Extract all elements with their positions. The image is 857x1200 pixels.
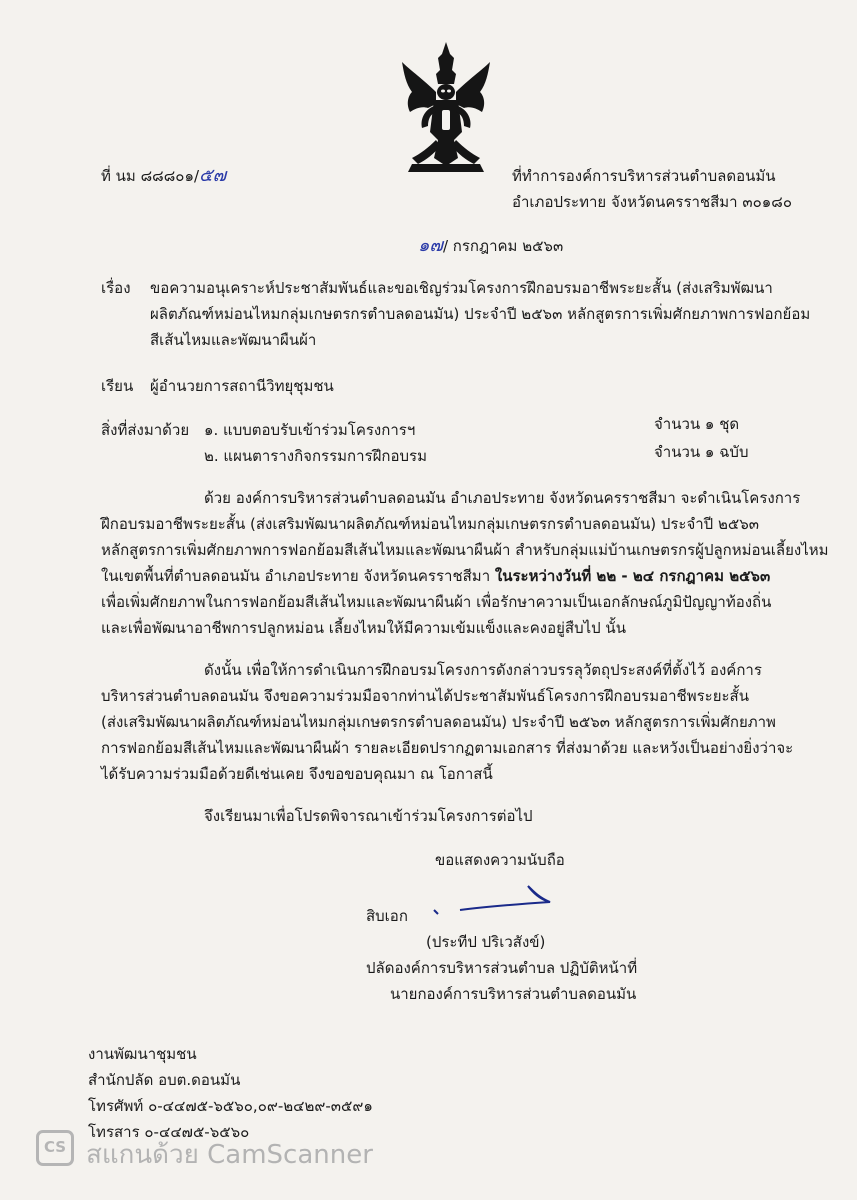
- handwritten-signature-icon: [430, 884, 580, 924]
- para2-line-1: ดังนั้น เพื่อให้การดำเนินการฝึกอบรมโครงการดังกล่าวบรรลุวัตถุประสงค์ที่ตั้งไว้ องค์การ: [204, 661, 762, 679]
- subject-line-2: ผลิตภัณฑ์หม่อนไหมกลุ่มเกษตรกรตำบลดอนมัน) ประจำปี ๒๕๖๓ หลักสูตรการเพิ่มศักยภาพการฟอกย้อม: [150, 305, 811, 323]
- signer-title-2: นายกองค์การบริหารส่วนตำบลดอนมัน: [390, 985, 637, 1003]
- date-month-year: / กรกฎาคม ๒๕๖๓: [442, 237, 564, 255]
- para1-line-1: ด้วย องค์การบริหารส่วนตำบลดอนมัน อำเภอประทาย จังหวัดนครราชสีมา จะดำเนินโครงการ: [204, 489, 801, 507]
- para1-line-5: เพื่อเพิ่มศักยภาพในการฟอกย้อมสีเส้นไหมและพัฒนาผืนผ้า เพื่อรักษาความเป็นเอกลักษณ์ภูมิปัญญาท้องถิ่น: [101, 593, 772, 611]
- reference-number: [101, 166, 226, 186]
- para2-line-5: ได้รับความร่วมมือด้วยดีเช่นเคย จึงขอขอบคุณมา ณ โอกาสนี้: [101, 765, 493, 783]
- para1-line-4-text: ในเขตพื้นที่ตำบลดอนมัน อำเภอประทาย จังหวัดนครราชสีมา: [101, 567, 495, 585]
- para1-line-4: [101, 566, 770, 586]
- para1-line-3: หลักสูตรการเพิ่มศักยภาพการฟอกย้อมสีเส้นไหมและพัฒนาผืนผ้า สำหรับกลุ่มแม่บ้านเกษตรกรผู้ปลูกหม่อนเลี้ยงไหม: [101, 541, 829, 559]
- closing-request: จึงเรียนมาเพื่อโปรดพิจารณาเข้าร่วมโครงการต่อไป: [204, 807, 533, 825]
- footer-phone: โทรศัพท์ ๐-๔๔๗๕-๖๕๖๐,๐๙-๒๔๒๙-๓๕๙๑: [88, 1097, 373, 1115]
- subject-line-1: ขอความอนุเคราะห์ประชาสัมพันธ์และขอเชิญร่วมโครงการฝึกอบรมอาชีพระยะสั้น (ส่งเสริมพัฒนา: [150, 279, 773, 297]
- letter-date: [418, 236, 563, 256]
- camscanner-watermark: สแกนด้วย CamScanner: [86, 1140, 373, 1170]
- reference-prefix: ที่ นม ๘๘๘๐๑/: [101, 167, 200, 185]
- reference-handwritten: ๕๗: [199, 165, 227, 186]
- footer-fax: โทรสาร ๐-๔๔๗๕-๖๕๖๐: [88, 1123, 250, 1141]
- subject-label: เรื่อง: [101, 279, 131, 297]
- footer-office: สำนักปลัด อบต.ดอนมัน: [88, 1071, 241, 1089]
- camscanner-logo-icon: CS: [36, 1130, 74, 1166]
- para2-line-2: บริหารส่วนตำบลดอนมัน จึงขอความร่วมมือจากท่านได้ประชาสัมพันธ์โครงการฝึกอบรมอาชีพระยะสั้น: [101, 687, 749, 705]
- para1-line-6: และเพื่อพัฒนาอาชีพการปลูกหม่อน เลี้ยงไหมให้มีความเข้มแข็งและคงอยู่สืบไป นั้น: [101, 619, 626, 637]
- garuda-emblem-icon: [398, 40, 494, 178]
- signer-rank: สิบเอก: [366, 907, 408, 925]
- recipient-label: เรียน: [101, 377, 134, 395]
- training-dates: ในระหว่างวันที่ ๒๒ - ๒๔ กรกฎาคม ๒๕๖๓: [494, 567, 771, 585]
- enclosures-label: สิ่งที่ส่งมาด้วย: [101, 421, 190, 439]
- subject-line-3: สีเส้นไหมและพัฒนาผืนผ้า: [150, 331, 317, 349]
- signer-name: (ประทีป ปริเวสังข์): [426, 933, 546, 951]
- date-day-handwritten: ๑๗: [418, 235, 443, 256]
- office-line-1: ที่ทำการองค์การบริหารส่วนตำบลดอนมัน: [512, 167, 776, 185]
- recipient-name: ผู้อำนวยการสถานีวิทยุชุมชน: [150, 377, 334, 395]
- enclosure-qty-2: จำนวน ๑ ฉบับ: [654, 443, 749, 461]
- signer-title-1: ปลัดองค์การบริหารส่วนตำบล ปฏิบัติหน้าที่: [366, 959, 638, 977]
- para1-line-2: ฝึกอบรมอาชีพระยะสั้น (ส่งเสริมพัฒนาผลิตภัณฑ์หม่อนไหมกลุ่มเกษตรกรตำบลดอนมัน) ประจำปี ๒๕๖๓: [101, 515, 759, 533]
- footer-department: งานพัฒนาชุมชน: [88, 1045, 197, 1063]
- office-line-2: อำเภอประทาย จังหวัดนครราชสีมา ๓๐๑๘๐: [512, 193, 793, 211]
- enclosure-qty-1: จำนวน ๑ ชุด: [654, 415, 740, 433]
- para2-line-3: (ส่งเสริมพัฒนาผลิตภัณฑ์หม่อนไหมกลุ่มเกษตรกรตำบลดอนมัน) ประจำปี ๒๕๖๓ หลักสูตรการเพิ่มศักยภาพ: [101, 713, 776, 731]
- enclosure-item-1: ๑. แบบตอบรับเข้าร่วมโครงการฯ: [204, 421, 416, 439]
- enclosure-item-2: ๒. แผนตารางกิจกรรมการฝึกอบรม: [204, 447, 427, 465]
- para2-line-4: การฟอกย้อมสีเส้นไหมและพัฒนาผืนผ้า รายละเอียดปรากฏตามเอกสาร ที่ส่งมาด้วย และหวังเป็นอย่างยิ่งว่าจะ: [101, 739, 794, 757]
- salutation: ขอแสดงความนับถือ: [435, 851, 565, 869]
